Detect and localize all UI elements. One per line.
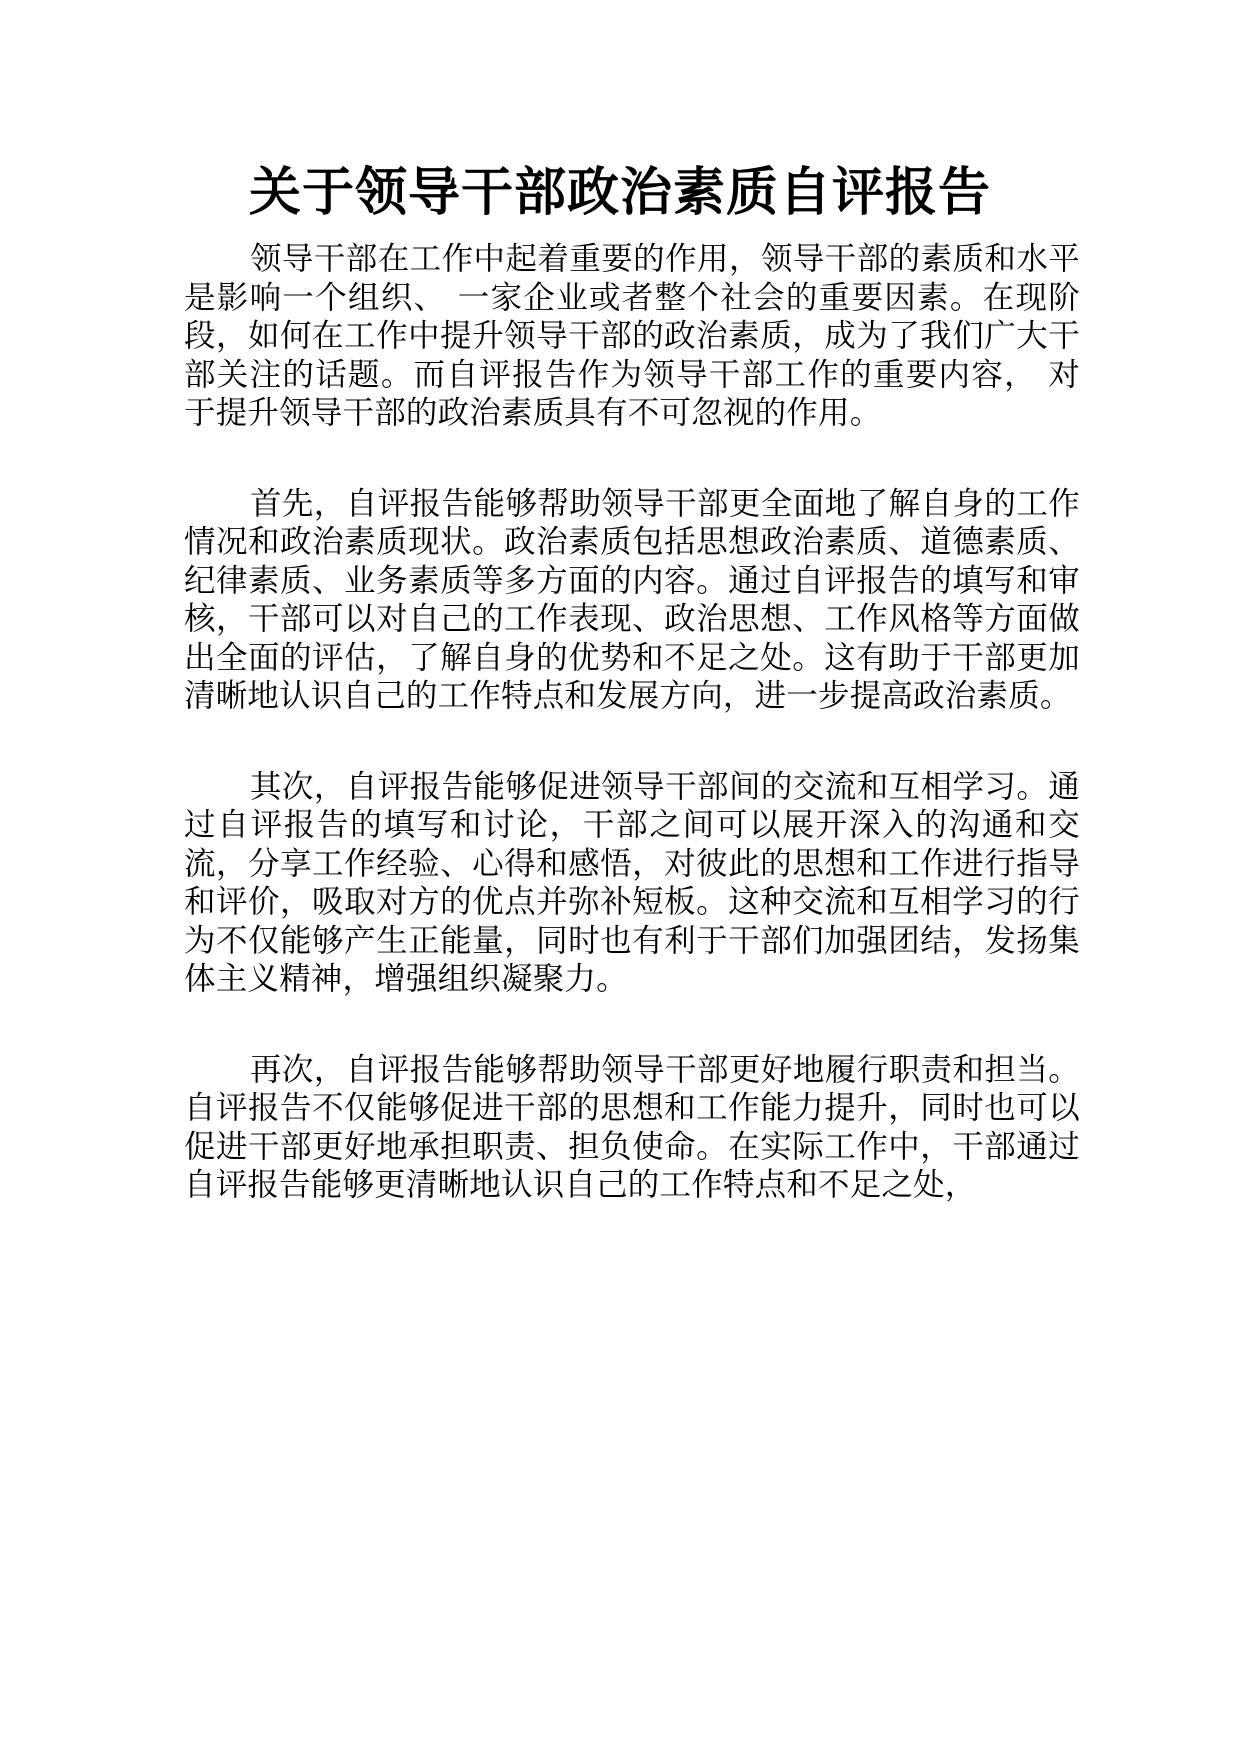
paragraph-3: 其次，自评报告能够促进领导干部间的交流和互相学习。通过自评报告的填写和讨论，干部之间可以展开深入的沟通和交流，分享工作经验、心得和感悟，对彼此的思想和工作进行指导和评价，吸取对方的优点并弥补短板。这种交流和互相学习的行为不仅能够产生正能量，同时也有利于干部们加强团结，发扬集体主义精神，增强组织凝聚力。 bbox=[184, 768, 1080, 997]
paragraph-4: 再次，自评报告能够帮助领导干部更好地履行职责和担当。自评报告不仅能够促进干部的思想和工作能力提升，同时也可以促进干部更好地承担职责、担负使命。在实际工作中，干部通过自评报告能够更清晰地认识自己的工作特点和不足之处， bbox=[184, 1051, 1080, 1203]
document-title: 关于领导干部政治素质自评报告 bbox=[248, 163, 991, 223]
paragraph-2: 首先，自评报告能够帮助领导干部更全面地了解自身的工作情况和政治素质现状。政治素质包括思想政治素质、道德素质、纪律素质、业务素质等多方面的内容。通过自评报告的填写和审核，干部可以对自己的工作表现、政治思想、工作风格等方面做出全面的评估，了解自身的优势和不足之处。这有助于干部更加清晰地认识自己的工作特点和发展方向，进一步提高政治素质。 bbox=[184, 485, 1080, 714]
paragraph-1: 领导干部在工作中起着重要的作用，领导干部的素质和水平是影响一个组织、 一家企业或者整个社会的重要因素。在现阶段，如何在工作中提升领导干部的政治素质，成为了我们广大干部关注的话题。而自评报告作为领导干部工作的重要内容， 对于提升领导干部的政治素质具有不可忽视的作用。 bbox=[184, 241, 1080, 431]
document-body bbox=[184, 240, 1080, 1257]
